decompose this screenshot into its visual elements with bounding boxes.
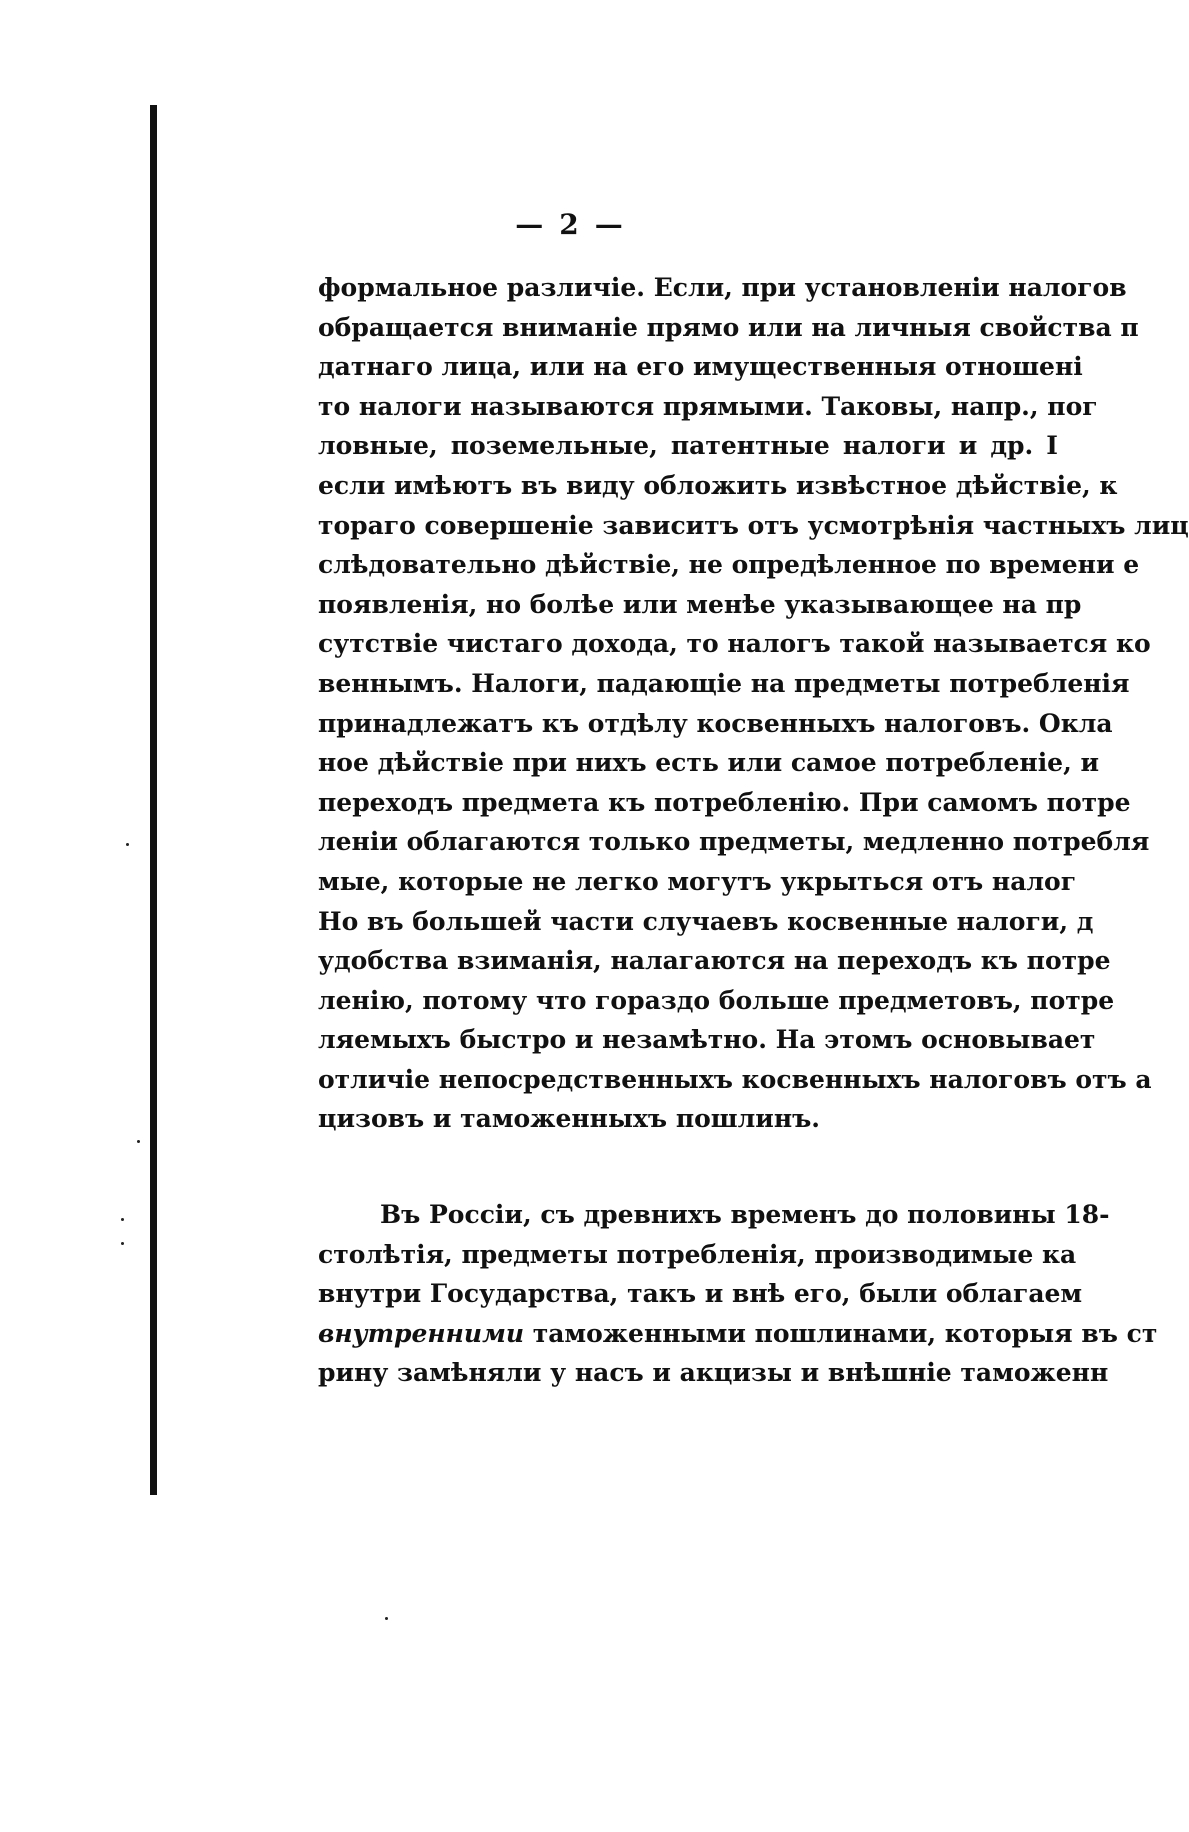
text-run: таможенными пошлинами, которыя въ ст: [524, 1318, 1158, 1348]
text-line: Въ Россіи, съ древнихъ временъ до половины 18-: [380, 1200, 1110, 1230]
text-line: ляемыхъ быстро и незамѣтно. На этомъ основывает: [318, 1025, 1096, 1055]
italic-emphasis: внутренними: [318, 1318, 525, 1348]
text-line: удобства взиманія, налагаются на переходъ къ потре: [318, 946, 1111, 976]
text-line: отличіе непосредственныхъ косвенныхъ налоговъ отъ а: [318, 1064, 1152, 1094]
page-number-dash-left: —: [515, 208, 546, 241]
scan-speck: [385, 1617, 388, 1620]
page-number: [0, 208, 1140, 241]
text-line: принадлежатъ къ отдѣлу косвенныхъ налоговъ. Окла: [318, 708, 1113, 738]
text-line: мые, которые не легко могутъ укрыться отъ налог: [318, 866, 1077, 896]
text-line: то налоги называются прямыми. Таковы, напр., пог: [318, 391, 1098, 421]
scan-speck: [126, 843, 129, 846]
text-line: датнаго лица, или на его имущественныя отношені: [318, 352, 1083, 382]
text-line: леніи облагаются только предметы, медленно потребля: [318, 827, 1150, 857]
scan-speck: [121, 1242, 124, 1245]
text-line: ное дѣйствіе при нихъ есть или самое потребленіе, и: [318, 748, 1100, 778]
body-text: [318, 268, 1189, 1393]
page-number-value: 2: [559, 208, 581, 241]
page-number-dash-right: —: [594, 208, 625, 241]
paragraph-1: [318, 268, 1189, 1139]
text-line: переходъ предмета къ потребленію. При самомъ потре: [318, 787, 1131, 817]
text-line: веннымъ. Налоги, падающіе на предметы потребленія: [318, 668, 1130, 698]
text-line: сутствіе чистаго дохода, то налогъ такой называется ко: [318, 629, 1151, 659]
text-line: внутри Государства, такъ и внѣ его, были облагаем: [318, 1279, 1083, 1309]
text-line: Но въ большей части случаевъ косвенные налоги, д: [318, 906, 1094, 936]
text-line: слѣдовательно дѣйствіе, не опредѣленное по времени е: [318, 550, 1140, 580]
text-line: ловные, поземельные, патентные налоги и др. I: [318, 431, 1058, 461]
text-line: появленія, но болѣе или менѣе указывающее на пр: [318, 589, 1082, 619]
text-line: цизовъ и таможенныхъ пошлинъ.: [318, 1104, 821, 1134]
text-line: [318, 1314, 1158, 1354]
text-line: если имѣютъ въ виду обложить извѣстное дѣйствіе, к: [318, 470, 1118, 500]
paragraph-2: [318, 1195, 1158, 1393]
text-line: рину замѣняли у насъ и акцизы и внѣшніе таможенн: [318, 1358, 1109, 1388]
scan-speck: [137, 1140, 140, 1143]
text-line: ленію, потому что гораздо больше предметовъ, потре: [318, 985, 1115, 1015]
text-line: формальное различіе. Если, при установленіи налогов: [318, 273, 1127, 302]
scan-speck: [121, 1218, 124, 1221]
binding-rule: [150, 105, 157, 1495]
paragraph-gap: [318, 1139, 1058, 1195]
text-line: столѣтія, предметы потребленія, производимые ка: [318, 1239, 1077, 1269]
text-line: тораго совершеніе зависитъ отъ усмотрѣнія частныхъ лиц: [318, 510, 1189, 540]
text-line: обращается вниманіе прямо или на личныя свойства п: [318, 312, 1139, 342]
